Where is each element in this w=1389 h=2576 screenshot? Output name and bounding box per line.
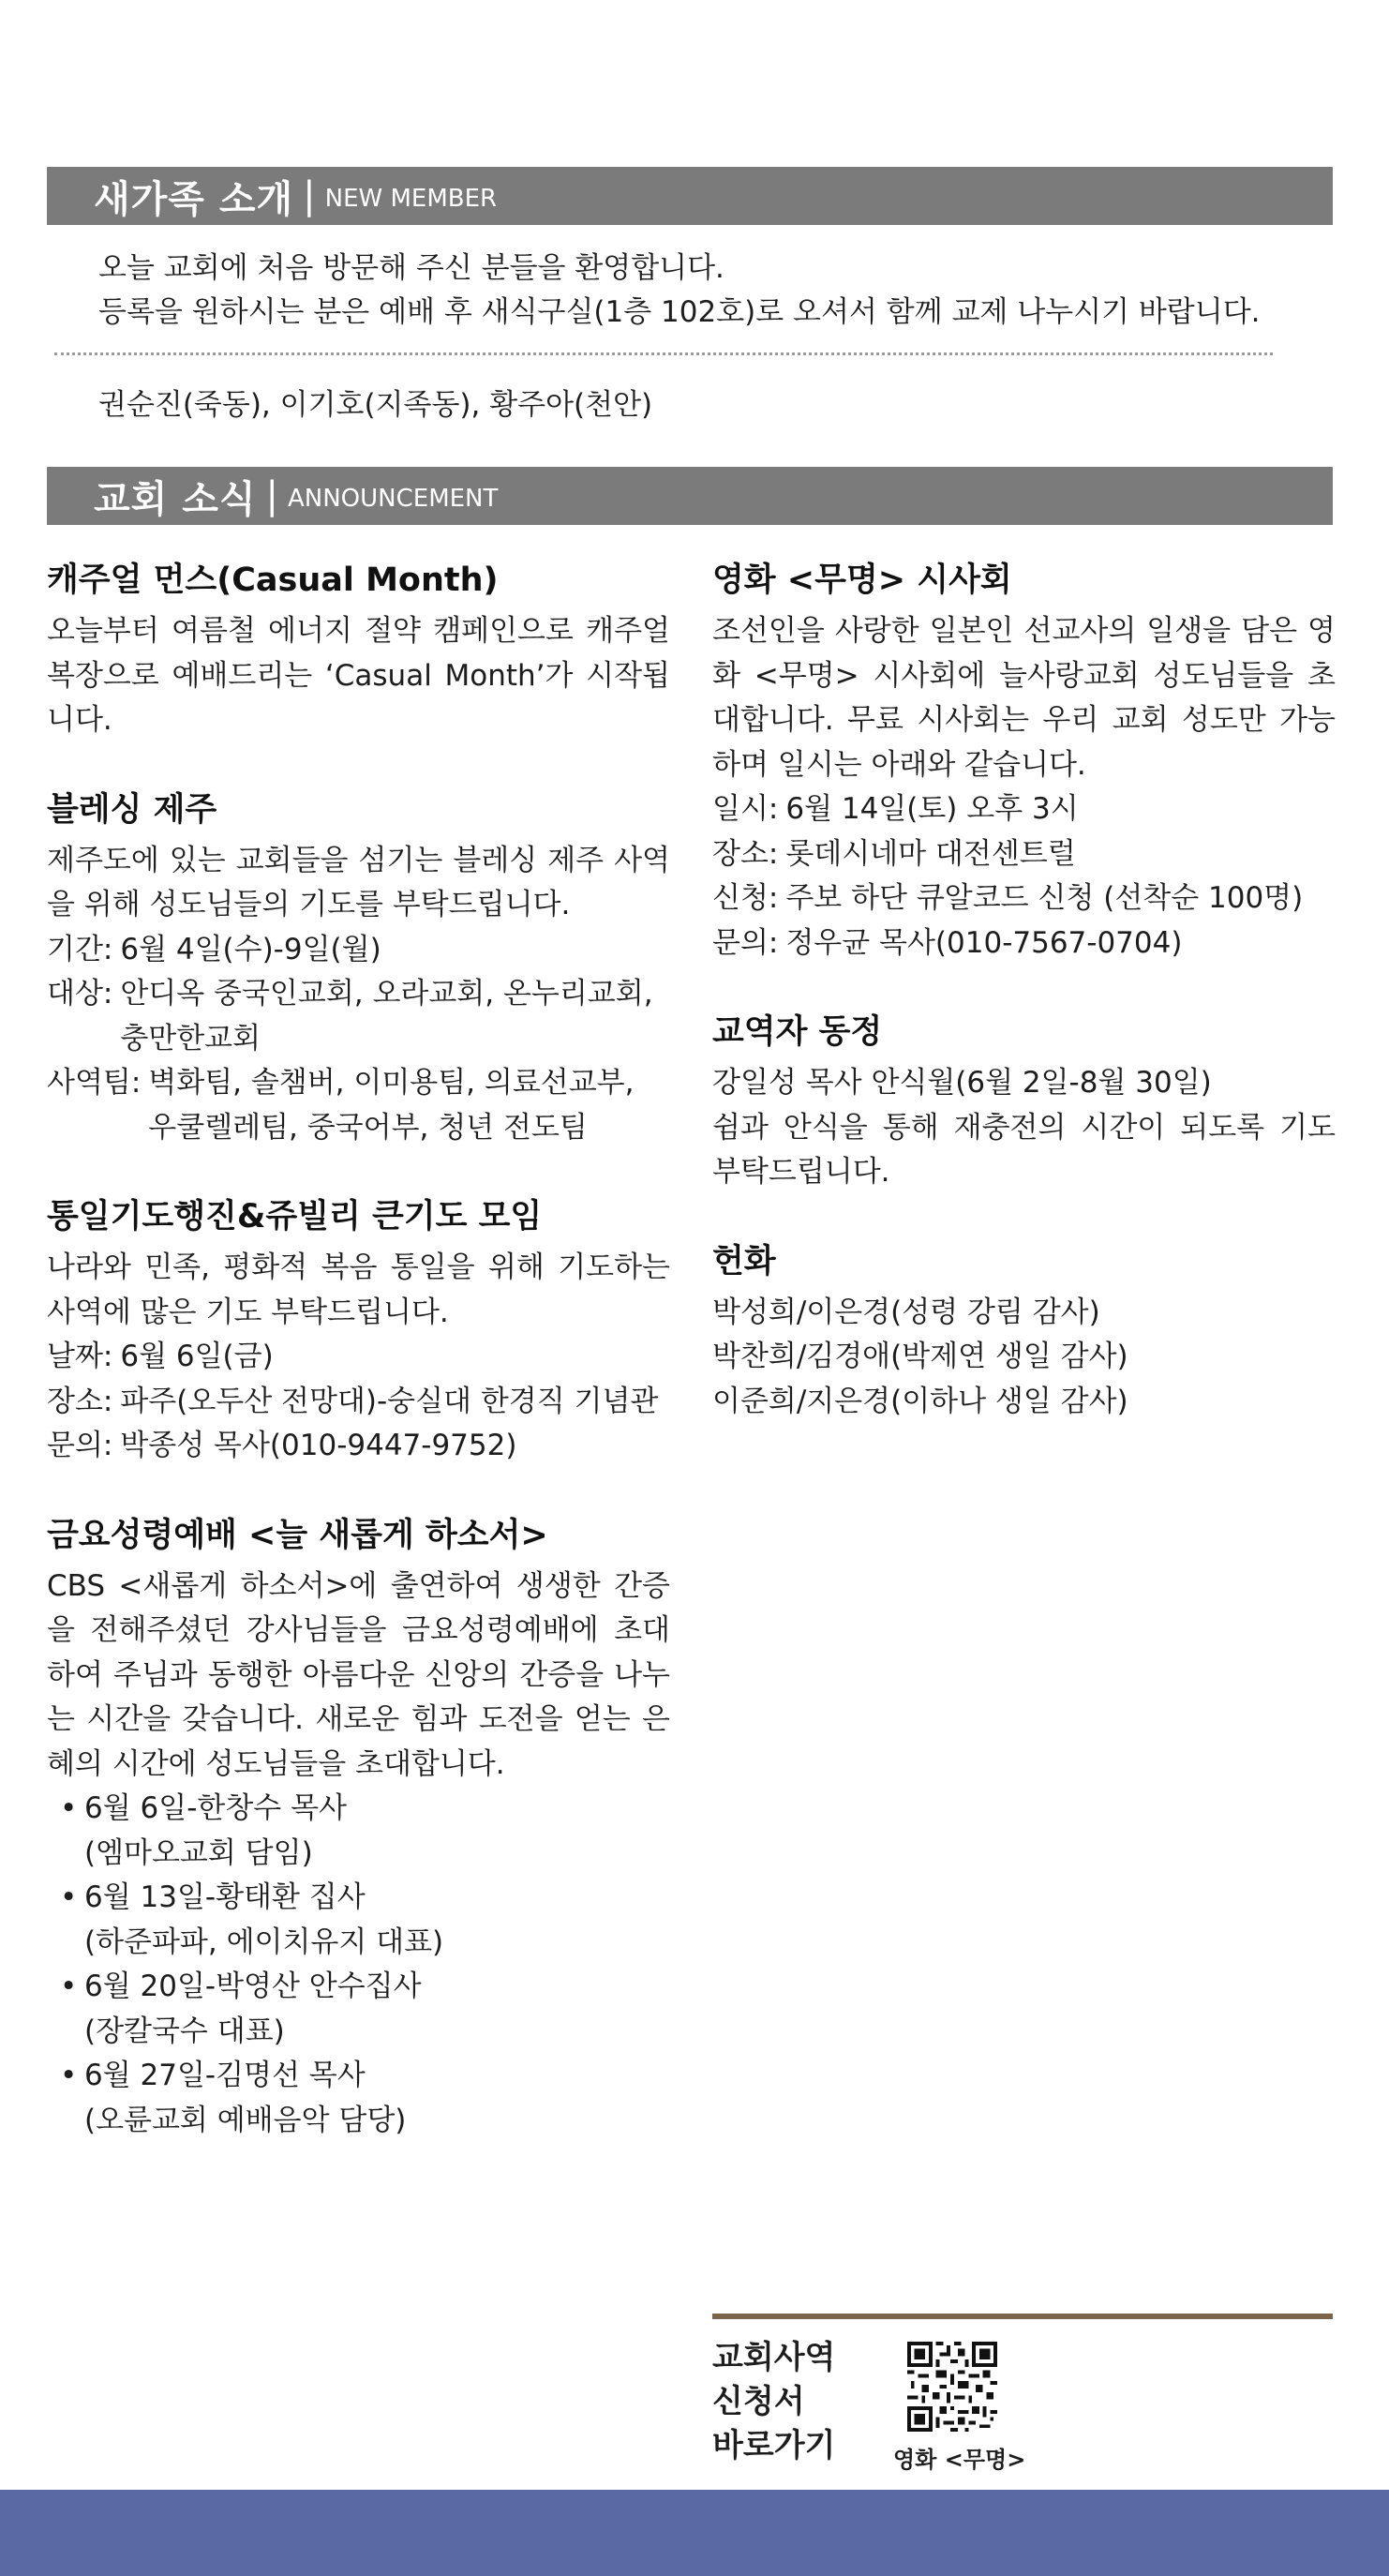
movie-screening-item	[712, 557, 1336, 966]
footer-divider	[712, 2314, 1333, 2319]
item-body: 오늘부터 여름철 에너지 절약 캠페인으로 캐주얼 복장으로 예배드리는 ‘Casual Month’가 시작됩니다.	[47, 614, 670, 737]
detail-label: 날짜:	[47, 1340, 113, 1373]
intro-line: 오늘 교회에 처음 방문해 주신 분들을 환영합니다.	[98, 251, 724, 285]
detail-label: 문의:	[712, 925, 779, 960]
blessing-jeju-item	[47, 786, 670, 1151]
speaker-date-name: • 6월 6일-한창수 목사	[84, 1791, 347, 1825]
dotted-divider	[54, 352, 1273, 355]
detail-row	[712, 876, 1336, 921]
announcement-title: 교회 소식	[94, 477, 257, 521]
detail-label: 장소:	[47, 1384, 113, 1418]
new-member-title-en: NEW MEMBER	[324, 185, 498, 213]
link-line: 신청서	[712, 2383, 805, 2420]
minister-news-item	[712, 1009, 1336, 1195]
link-line: 바로가기	[712, 2427, 836, 2464]
speaker-date-name: • 6월 27일-김명선 목사	[84, 2059, 366, 2092]
speaker-item	[47, 1787, 670, 1876]
detail-value: 박종성 목사(010-9447-9752)	[120, 1429, 517, 1462]
item-title: 캐주얼 먼스(Casual Month)	[47, 562, 499, 599]
new-member-intro	[98, 247, 1317, 335]
item-title: 통일기도행진&쥬빌리 큰기도 모임	[47, 1198, 543, 1236]
speaker-role: (오륜교회 예배음악 담당)	[84, 2103, 407, 2137]
ministry-application-link[interactable]	[712, 2336, 835, 2468]
detail-label: 일시:	[712, 792, 779, 826]
detail-label: 장소:	[712, 836, 779, 871]
announcement-right-column	[712, 557, 1336, 1467]
detail-value: 롯데시네마 대전센트럴	[785, 836, 1076, 871]
item-body: 나라와 민족, 평화적 복음 통일을 위해 기도하는 사역에 많은 기도 부탁드립니다.	[47, 1251, 670, 1329]
speaker-item	[47, 1876, 670, 1965]
announcement-title-en: ANNOUNCEMENT	[287, 485, 499, 513]
item-body: CBS <새롭게 하소서>에 출연하여 생생한 간증을 전해주셨던 강사님들을 금요성령예배에 초대하여 주님과 동행한 아름다운 신앙의 간증을 나누는 시간을 갖습니다. 새로운 힘과 도전을 얻는 은혜의 시간에 성도님들을 초대합니다.	[47, 1568, 670, 1781]
link-line: 교회사역	[712, 2339, 836, 2376]
friday-service-item	[47, 1512, 670, 2144]
speaker-item	[47, 1965, 670, 2054]
new-member-header	[47, 167, 1333, 225]
detail-value: 6월 14일(토) 오후 3시	[785, 792, 1079, 826]
detail-label: 대상:	[47, 977, 113, 1011]
detail-row	[47, 1061, 670, 1150]
flower-offering-item	[712, 1238, 1336, 1425]
detail-row	[712, 787, 1336, 832]
item-line: 이준희/지은경(이하나 생일 감사)	[712, 1384, 1128, 1418]
item-title: 블레싱 제주	[47, 790, 217, 829]
detail-label: 문의:	[47, 1429, 113, 1462]
footer-band	[0, 2490, 1389, 2576]
speaker-date-name: • 6월 13일-황태환 집사	[84, 1880, 366, 1914]
detail-value: 6월 6일(금)	[120, 1340, 274, 1373]
item-line: 쉼과 안식을 통해 재충전의 시간이 되도록 기도 부탁드립니다.	[712, 1110, 1336, 1189]
speaker-date-name: • 6월 20일-박영산 안수집사	[84, 1969, 422, 2003]
detail-label: 기간:	[47, 932, 113, 966]
detail-label: 신청:	[712, 881, 779, 915]
intro-line: 등록을 원하시는 분은 예배 후 새식구실(1층 102호)로 오셔서 함께 교제 나누시기 바랍니다.	[98, 295, 1261, 329]
item-line: 박성희/이은경(성령 강림 감사)	[712, 1295, 1100, 1329]
detail-row	[47, 1380, 670, 1425]
qr-caption: 영화 <무명>	[893, 2447, 1026, 2473]
item-title: 교역자 동정	[712, 1013, 883, 1051]
detail-label: 사역팀:	[47, 1066, 142, 1100]
detail-row	[47, 928, 670, 973]
announcement-header	[47, 467, 1333, 525]
qr-code-icon[interactable]	[907, 2342, 997, 2432]
header-separator: |	[303, 174, 316, 217]
detail-value: 안디옥 중국인교회, 오라교회, 온누리교회, 충만한교회	[120, 977, 653, 1056]
announcement-left-column	[47, 557, 670, 2186]
item-line: 강일성 목사 안식월(6월 2일-8월 30일)	[712, 1066, 1212, 1100]
speaker-list	[47, 1787, 670, 2143]
casual-month-item	[47, 557, 670, 743]
detail-value: 벽화팀, 솔챔버, 이미용팀, 의료선교부, 우쿨렐레팀, 중국어부, 청년 전도팀	[148, 1066, 635, 1145]
new-members-list: 권순진(죽동), 이기호(지족동), 황주아(천안)	[98, 388, 653, 422]
detail-row	[712, 832, 1336, 877]
item-title: 금요성령예배 <늘 새롭게 하소서>	[47, 1516, 548, 1554]
item-body: 제주도에 있는 교회들을 섬기는 블레싱 제주 사역을 위해 성도님들의 기도를 부탁드립니다.	[47, 843, 670, 921]
item-line: 박찬희/김경애(박제연 생일 감사)	[712, 1340, 1128, 1373]
new-member-title: 새가족 소개	[94, 177, 294, 221]
header-separator: |	[265, 474, 278, 517]
speaker-item	[47, 2054, 670, 2143]
detail-value: 6월 4일(수)-9일(월)	[120, 932, 381, 966]
item-title: 헌화	[712, 1242, 776, 1281]
speaker-role: (하준파파, 에이치유지 대표)	[84, 1925, 444, 1959]
item-body: 조선인을 사랑한 일본인 선교사의 일생을 담은 영화 <무명> 시사회에 늘사랑교회 성도님들을 초대합니다. 무료 시사회는 우리 교회 성도만 가능하며 일시는 아래와 같습니다.	[712, 614, 1336, 782]
speaker-role: (엠마오교회 담임)	[84, 1835, 313, 1870]
unification-prayer-item	[47, 1193, 670, 1469]
speaker-role: (장칼국수 대표)	[84, 2014, 285, 2048]
detail-value: 주보 하단 큐알코드 신청 (선착순 100명)	[785, 881, 1304, 915]
detail-row	[47, 1424, 670, 1469]
item-title: 영화 <무명> 시사회	[712, 562, 1012, 599]
detail-value: 정우균 목사(010-7567-0704)	[785, 925, 1183, 960]
detail-row	[47, 972, 670, 1061]
detail-row	[47, 1335, 670, 1380]
detail-value: 파주(오두산 전망대)-숭실대 한경직 기념관	[120, 1384, 659, 1418]
detail-row	[712, 921, 1336, 966]
